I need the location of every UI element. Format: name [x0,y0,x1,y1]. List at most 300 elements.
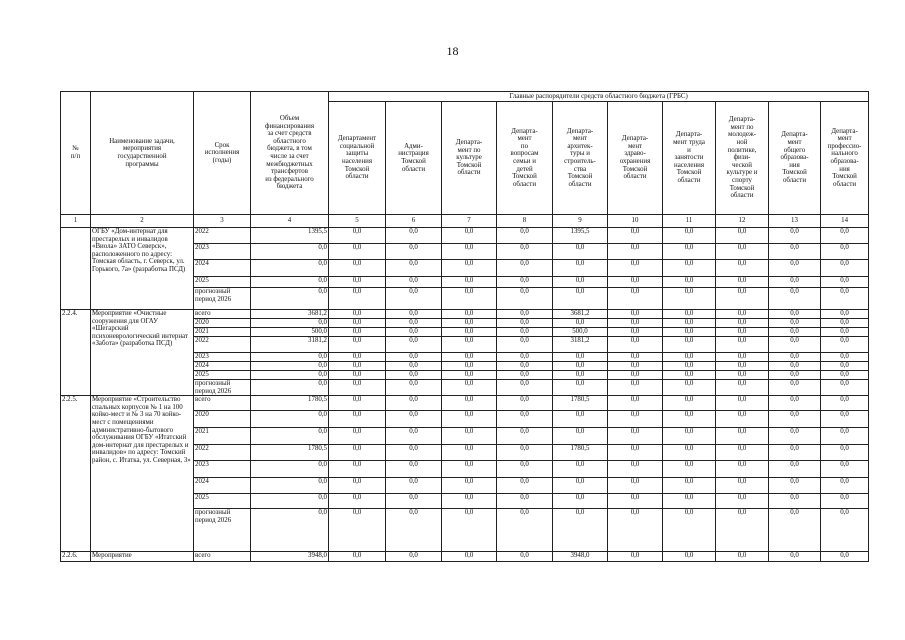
grbs-value-cell: 0,0 [497,362,553,371]
grbs-value-cell: 0,0 [553,362,608,371]
grbs-value-cell: 0,0 [608,478,663,494]
grbs-value-cell: 0,0 [553,411,608,428]
grbs-value-cell: 0,0 [386,509,442,552]
grbs-value-cell: 0,0 [663,277,716,288]
grbs-value-cell: 0,0 [497,310,553,319]
grbs-value-cell: 0,0 [716,478,769,494]
grbs-value-cell: 0,0 [769,319,821,328]
grbs-value-cell: 0,0 [442,509,497,552]
grbs-value-cell: 0,0 [497,371,553,380]
grbs-value-cell: 0,0 [553,319,608,328]
volume-cell: 0,0 [251,494,329,509]
grbs-value-cell: 0,0 [608,244,663,260]
grbs-value-cell: 0,0 [608,461,663,478]
grbs-value-cell: 0,0 [386,319,442,328]
grbs-value-cell: 0,0 [716,371,769,380]
volume-cell: 3948,0 [251,552,329,562]
grbs-value-cell: 0,0 [442,396,497,411]
grbs-value-cell: 0,0 [442,494,497,509]
grbs-value-cell: 0,0 [769,396,821,411]
grbs-value-cell: 0,0 [442,260,497,277]
item-name: Мероприятие «Очистные сооружения для ОГАУ «Шегарский психоневрологический интернат «Забота» (разработка ПСД) [91,310,194,396]
grbs-value-cell: 0,0 [663,494,716,509]
item-number [61,228,91,310]
grbs-value-cell: 0,0 [329,328,386,337]
grbs-value-cell: 0,0 [497,380,553,396]
grbs-value-cell: 0,0 [608,380,663,396]
grbs-value-cell: 0,0 [497,328,553,337]
header-grbs-3: Департа- мент по культуре Томской области [442,102,497,215]
grbs-value-cell: 0,0 [821,362,869,371]
grbs-value-cell: 0,0 [716,260,769,277]
grbs-value-cell: 0,0 [716,396,769,411]
grbs-value-cell: 0,0 [663,411,716,428]
grbs-value-cell: 0,0 [821,380,869,396]
grbs-value-cell: 0,0 [608,445,663,461]
column-numbers-row [61,215,869,228]
header-grbs-9: Департа- мент общего образова- ния Томской области [769,102,821,215]
grbs-value-cell: 0,0 [386,328,442,337]
grbs-value-cell: 0,0 [386,353,442,362]
grbs-value-cell: 0,0 [608,552,663,562]
grbs-value-cell: 0,0 [663,337,716,353]
grbs-value-cell: 0,0 [329,288,386,310]
grbs-value-cell: 0,0 [386,428,442,445]
volume-cell: 0,0 [251,478,329,494]
grbs-value-cell: 0,0 [821,371,869,380]
column-number: 8 [497,215,553,228]
item-name: ОГБУ «Дом-интернат для престарелых и инвалидов «Виола» ЗАТО Северск», расположенного по адресу: Томская область, г. Северск, ул. Горького, 7а» (разработка ПСД) [91,228,194,310]
grbs-value-cell: 0,0 [553,244,608,260]
grbs-value-cell: 0,0 [821,396,869,411]
grbs-value-cell: 0,0 [821,319,869,328]
period-cell: 2024 [194,260,251,277]
grbs-value-cell: 0,0 [497,277,553,288]
column-number: 9 [553,215,608,228]
grbs-value-cell: 0,0 [716,362,769,371]
grbs-value-cell: 0,0 [769,461,821,478]
grbs-value-cell: 0,0 [329,362,386,371]
grbs-value-cell: 0,0 [716,509,769,552]
grbs-value-cell: 0,0 [329,428,386,445]
grbs-value-cell: 0,0 [329,445,386,461]
period-cell: 2023 [194,461,251,478]
period-cell: прогнозный период 2026 [194,509,251,552]
period-cell: 2021 [194,428,251,445]
table-row [61,310,869,319]
grbs-value-cell: 0,0 [608,509,663,552]
grbs-value-cell: 0,0 [442,244,497,260]
grbs-value-cell: 0,0 [497,478,553,494]
grbs-value-cell: 0,0 [442,362,497,371]
grbs-value-cell: 0,0 [663,461,716,478]
grbs-value-cell: 0,0 [608,277,663,288]
grbs-value-cell: 0,0 [608,371,663,380]
header-grbs-6: Департа- мент здраво- охранения Томской области [608,102,663,215]
table-row [61,228,869,244]
grbs-value-cell: 0,0 [442,461,497,478]
grbs-value-cell: 0,0 [716,552,769,562]
grbs-value-cell: 0,0 [329,371,386,380]
period-cell: 2020 [194,411,251,428]
grbs-value-cell: 0,0 [608,353,663,362]
header-grbs-1: Департамент социальной защиты населения Томской области [329,102,386,215]
grbs-value-cell: 0,0 [716,328,769,337]
grbs-value-cell: 0,0 [442,277,497,288]
grbs-value-cell: 0,0 [821,461,869,478]
grbs-value-cell: 0,0 [821,445,869,461]
grbs-value-cell: 0,0 [608,288,663,310]
grbs-value-cell: 0,0 [386,277,442,288]
column-number: 10 [608,215,663,228]
grbs-value-cell: 0,0 [608,319,663,328]
grbs-value-cell: 0,0 [769,288,821,310]
volume-cell: 0,0 [251,319,329,328]
column-number: 2 [91,215,194,228]
grbs-value-cell: 0,0 [663,244,716,260]
period-cell: 2023 [194,353,251,362]
grbs-value-cell: 0,0 [442,228,497,244]
grbs-value-cell: 0,0 [497,319,553,328]
grbs-value-cell: 0,0 [553,371,608,380]
header-col-volume: Объем финансирования за счет средств областного бюджета, в том числе за счет межбюджетных трансфертов из федерального бюджета [251,92,329,215]
grbs-value-cell: 0,0 [769,494,821,509]
grbs-value-cell: 0,0 [386,228,442,244]
table-body [61,215,869,562]
page-number: 18 [446,44,459,58]
header-grbs-group: Главные распорядители средств областного бюджета (ГРБС) [329,92,869,102]
grbs-value-cell: 0,0 [769,353,821,362]
grbs-value-cell: 0,0 [663,371,716,380]
grbs-value-cell: 0,0 [821,552,869,562]
grbs-value-cell: 0,0 [442,428,497,445]
grbs-value-cell: 0,0 [821,428,869,445]
grbs-value-cell: 0,0 [386,371,442,380]
item-number: 2.2.6. [61,552,91,562]
grbs-value-cell: 0,0 [821,310,869,319]
grbs-value-cell: 0,0 [497,228,553,244]
grbs-value-cell: 0,0 [608,428,663,445]
grbs-value-cell: 0,0 [329,494,386,509]
grbs-value-cell: 0,0 [553,380,608,396]
volume-cell: 0,0 [251,362,329,371]
grbs-value-cell: 0,0 [497,337,553,353]
grbs-value-cell: 0,0 [386,494,442,509]
volume-cell: 0,0 [251,260,329,277]
grbs-value-cell: 0,0 [442,371,497,380]
volume-cell: 0,0 [251,461,329,478]
grbs-value-cell: 3948,0 [553,552,608,562]
grbs-value-cell: 0,0 [821,337,869,353]
grbs-value-cell: 0,0 [329,396,386,411]
grbs-value-cell: 0,0 [553,494,608,509]
column-number: 12 [716,215,769,228]
period-cell: 2022 [194,445,251,461]
header-grbs-5: Департа- мент архитек- туры и строитель- ства Томской области [553,102,608,215]
grbs-value-cell: 0,0 [769,380,821,396]
grbs-value-cell: 0,0 [821,353,869,362]
column-number: 13 [769,215,821,228]
grbs-value-cell: 0,0 [497,353,553,362]
grbs-value-cell: 0,0 [821,411,869,428]
volume-cell: 0,0 [251,353,329,362]
grbs-value-cell: 0,0 [716,288,769,310]
grbs-value-cell: 0,0 [386,478,442,494]
grbs-value-cell: 0,0 [663,552,716,562]
grbs-value-cell: 0,0 [442,380,497,396]
grbs-value-cell: 0,0 [769,244,821,260]
grbs-value-cell: 0,0 [497,509,553,552]
grbs-value-cell: 0,0 [663,428,716,445]
column-number: 3 [194,215,251,228]
volume-cell: 0,0 [251,509,329,552]
grbs-value-cell: 0,0 [442,337,497,353]
grbs-value-cell: 0,0 [663,260,716,277]
item-name: Мероприятие «Строительство спальных корпусов № 1 на 100 койко-мест и № 3 на 70 койко-мест с помещениями административно-бытового обслуживания ОГБУ «Итатский дом-интернат для престарелых и инвалидов» по адресу: Томский район, с. Итатка, ул. Северная, 3» [91,396,194,552]
grbs-value-cell: 0,0 [716,310,769,319]
grbs-value-cell: 0,0 [386,552,442,562]
grbs-value-cell: 0,0 [497,411,553,428]
volume-cell: 0,0 [251,244,329,260]
grbs-value-cell: 0,0 [386,244,442,260]
grbs-value-cell: 0,0 [386,288,442,310]
grbs-value-cell: 0,0 [608,396,663,411]
grbs-value-cell: 0,0 [716,380,769,396]
period-cell: 2025 [194,277,251,288]
period-cell: 2021 [194,328,251,337]
grbs-value-cell: 0,0 [821,260,869,277]
grbs-value-cell: 3681,2 [553,310,608,319]
grbs-value-cell: 0,0 [769,411,821,428]
header-grbs-7: Департа- мент труда и занятости населения Томской области [663,102,716,215]
grbs-value-cell: 0,0 [663,445,716,461]
volume-cell: 1780,5 [251,445,329,461]
grbs-value-cell: 0,0 [497,428,553,445]
grbs-value-cell: 0,0 [821,288,869,310]
grbs-value-cell: 0,0 [442,319,497,328]
grbs-value-cell: 1395,5 [553,228,608,244]
period-cell: всего [194,310,251,319]
grbs-value-cell: 0,0 [821,478,869,494]
grbs-value-cell: 0,0 [608,260,663,277]
grbs-value-cell: 0,0 [716,494,769,509]
period-cell: 2020 [194,319,251,328]
period-cell: всего [194,552,251,562]
grbs-value-cell: 0,0 [386,310,442,319]
grbs-value-cell: 0,0 [386,362,442,371]
grbs-value-cell: 0,0 [329,244,386,260]
grbs-value-cell: 0,0 [442,478,497,494]
grbs-value-cell: 0,0 [553,461,608,478]
item-number: 2.2.5. [61,396,91,552]
grbs-value-cell: 0,0 [663,478,716,494]
period-cell: 2024 [194,362,251,371]
grbs-value-cell: 0,0 [663,288,716,310]
grbs-value-cell: 0,0 [821,494,869,509]
grbs-value-cell: 0,0 [716,337,769,353]
grbs-value-cell: 1780,5 [553,445,608,461]
grbs-value-cell: 0,0 [769,337,821,353]
grbs-value-cell: 0,0 [608,411,663,428]
grbs-value-cell: 0,0 [497,494,553,509]
header-col-period: Срок исполнения (годы) [194,92,251,215]
period-cell: 2025 [194,371,251,380]
grbs-value-cell: 0,0 [663,228,716,244]
header-grbs-8: Департа- мент по молодеж- ной политике, физи- ческой культуре и спорту Томской области [716,102,769,215]
column-number: 5 [329,215,386,228]
grbs-value-cell: 0,0 [553,288,608,310]
period-cell: всего [194,396,251,411]
period-cell: прогнозный период 2026 [194,380,251,396]
grbs-value-cell: 0,0 [329,228,386,244]
grbs-value-cell: 0,0 [716,461,769,478]
grbs-value-cell: 0,0 [497,445,553,461]
grbs-value-cell: 0,0 [442,552,497,562]
grbs-value-cell: 0,0 [608,328,663,337]
table-row [61,396,869,411]
grbs-value-cell: 0,0 [329,552,386,562]
period-cell: 2022 [194,228,251,244]
grbs-value-cell: 0,0 [442,310,497,319]
grbs-value-cell: 0,0 [553,428,608,445]
grbs-value-cell: 0,0 [386,396,442,411]
period-cell: 2022 [194,337,251,353]
volume-cell: 0,0 [251,371,329,380]
grbs-value-cell: 0,0 [608,310,663,319]
grbs-value-cell: 0,0 [769,478,821,494]
grbs-value-cell: 0,0 [442,411,497,428]
column-number: 7 [442,215,497,228]
volume-cell: 1780,5 [251,396,329,411]
grbs-value-cell: 0,0 [608,362,663,371]
grbs-value-cell: 0,0 [497,260,553,277]
grbs-value-cell: 0,0 [329,461,386,478]
grbs-value-cell: 0,0 [329,380,386,396]
volume-cell: 0,0 [251,411,329,428]
header-grbs-4: Департа- мент по вопросам семьи и детей Томской области [497,102,553,215]
item-name: Мероприятие [91,552,194,562]
grbs-value-cell: 0,0 [386,445,442,461]
grbs-value-cell: 0,0 [663,380,716,396]
header-row-top [61,92,869,102]
grbs-value-cell: 0,0 [497,396,553,411]
grbs-value-cell: 0,0 [497,461,553,478]
grbs-value-cell: 0,0 [608,228,663,244]
grbs-value-cell: 0,0 [769,552,821,562]
grbs-value-cell: 0,0 [716,228,769,244]
period-cell: прогнозный период 2026 [194,288,251,310]
grbs-value-cell: 0,0 [329,260,386,277]
grbs-value-cell: 0,0 [716,244,769,260]
grbs-value-cell: 0,0 [769,371,821,380]
grbs-value-cell: 0,0 [442,328,497,337]
column-number: 4 [251,215,329,228]
grbs-value-cell: 0,0 [553,509,608,552]
grbs-value-cell: 0,0 [821,328,869,337]
grbs-value-cell: 0,0 [329,509,386,552]
grbs-value-cell: 0,0 [608,494,663,509]
volume-cell: 0,0 [251,277,329,288]
grbs-value-cell: 0,0 [663,328,716,337]
grbs-value-cell: 0,0 [386,461,442,478]
grbs-value-cell: 0,0 [553,478,608,494]
grbs-value-cell: 0,0 [769,362,821,371]
grbs-value-cell: 0,0 [716,445,769,461]
grbs-value-cell: 0,0 [553,260,608,277]
grbs-value-cell: 0,0 [329,411,386,428]
grbs-value-cell: 0,0 [821,228,869,244]
header-col-number: № п/п [61,92,91,215]
grbs-value-cell: 0,0 [329,337,386,353]
grbs-value-cell: 0,0 [769,445,821,461]
grbs-value-cell: 0,0 [663,353,716,362]
item-number: 2.2.4. [61,310,91,396]
grbs-value-cell: 0,0 [769,260,821,277]
grbs-value-cell: 0,0 [553,353,608,362]
grbs-value-cell: 0,0 [442,288,497,310]
grbs-value-cell: 0,0 [497,244,553,260]
budget-table [60,91,869,562]
grbs-value-cell: 0,0 [497,288,553,310]
grbs-value-cell: 0,0 [442,445,497,461]
volume-cell: 3681,2 [251,310,329,319]
grbs-value-cell: 0,0 [442,353,497,362]
period-cell: 2025 [194,494,251,509]
grbs-value-cell: 0,0 [769,277,821,288]
grbs-value-cell: 0,0 [769,509,821,552]
grbs-value-cell: 0,0 [769,228,821,244]
header-col-name: Наименование задачи, мероприятия государственной программы [91,92,194,215]
grbs-value-cell: 0,0 [329,353,386,362]
grbs-value-cell: 0,0 [663,362,716,371]
grbs-value-cell: 0,0 [716,411,769,428]
grbs-value-cell: 0,0 [386,260,442,277]
header-grbs-10: Департа- мент профессио- нального образова- ния Томской области [821,102,869,215]
grbs-value-cell: 0,0 [663,396,716,411]
grbs-value-cell: 0,0 [716,353,769,362]
volume-cell: 3181,2 [251,337,329,353]
column-number: 11 [663,215,716,228]
grbs-value-cell: 0,0 [663,319,716,328]
grbs-value-cell: 0,0 [716,319,769,328]
grbs-value-cell: 0,0 [769,428,821,445]
volume-cell: 1395,5 [251,228,329,244]
column-number: 14 [821,215,869,228]
column-number: 1 [61,215,91,228]
grbs-value-cell: 0,0 [716,428,769,445]
grbs-value-cell: 0,0 [821,509,869,552]
grbs-value-cell: 3181,2 [553,337,608,353]
grbs-value-cell: 0,0 [329,478,386,494]
column-number: 6 [386,215,442,228]
grbs-value-cell: 0,0 [497,552,553,562]
grbs-value-cell: 0,0 [553,277,608,288]
volume-cell: 0,0 [251,428,329,445]
volume-cell: 0,0 [251,380,329,396]
grbs-value-cell: 1780,5 [553,396,608,411]
header-grbs-2: Адми- нистрация Томской области [386,102,442,215]
period-cell: 2023 [194,244,251,260]
grbs-value-cell: 0,0 [329,277,386,288]
volume-cell: 0,0 [251,288,329,310]
grbs-value-cell: 0,0 [769,328,821,337]
grbs-value-cell: 0,0 [821,244,869,260]
grbs-value-cell: 0,0 [663,310,716,319]
grbs-value-cell: 0,0 [769,310,821,319]
grbs-value-cell: 0,0 [716,277,769,288]
grbs-value-cell: 0,0 [386,380,442,396]
volume-cell: 500,0 [251,328,329,337]
